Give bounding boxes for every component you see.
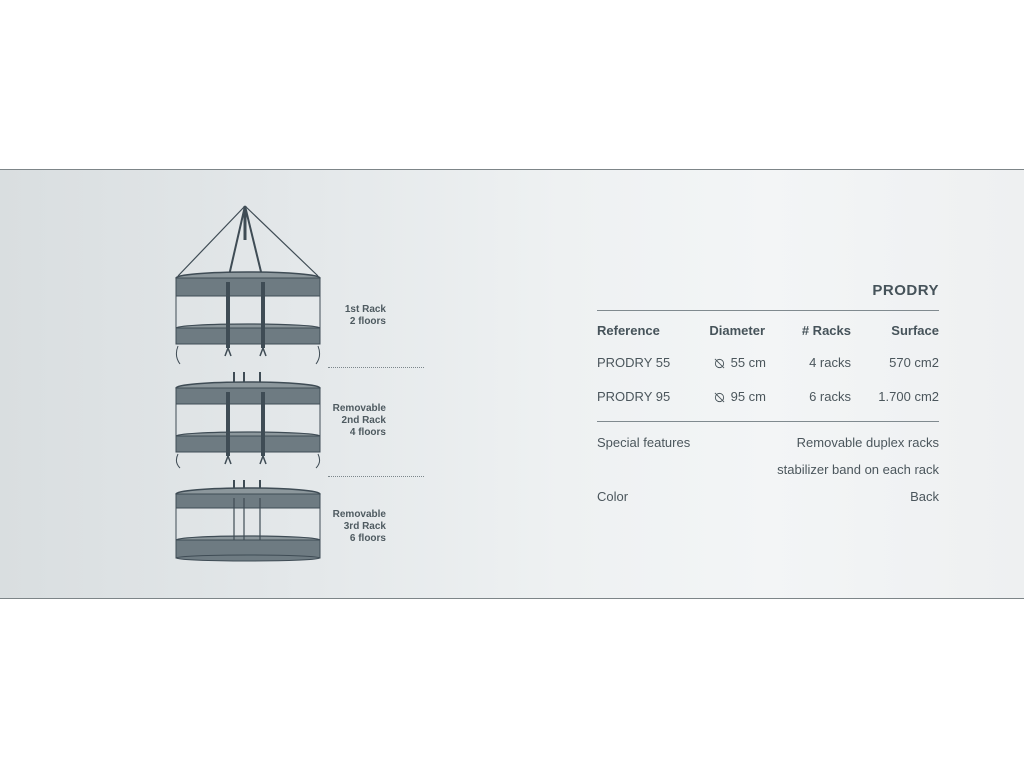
rack-3-label-line-3: 6 floors	[349, 533, 386, 544]
brand-title: PRODRY	[872, 282, 939, 299]
color-value: Back	[910, 489, 939, 504]
diameter-icon	[714, 392, 725, 403]
cell-reference: PRODRY 55	[597, 355, 671, 370]
cell-surface: 1.700 cm2	[878, 389, 939, 404]
cell-surface: 570 cm2	[889, 355, 939, 370]
features-label: Special features	[597, 435, 691, 450]
rack-1-label-line-2: 2 floors	[349, 316, 386, 327]
features-row-2	[597, 461, 939, 479]
rack-3-label-line-1: Removable	[332, 509, 386, 520]
diameter-icon	[714, 358, 725, 369]
features-value-2: stabilizer band on each rack	[777, 462, 939, 477]
cell-diameter	[697, 388, 777, 406]
table-row	[597, 354, 939, 372]
header-surface: Surface	[891, 323, 939, 338]
header-racks: # Racks	[801, 323, 851, 338]
cell-racks: 6 racks	[809, 389, 851, 404]
diameter-value: 55 cm	[730, 355, 766, 370]
rack-3-label	[266, 509, 386, 545]
color-row	[597, 488, 939, 506]
rack-2-label-line-3: 4 floors	[349, 427, 386, 438]
spec-panel	[597, 280, 939, 506]
color-label: Color	[597, 489, 629, 504]
divider-middle	[597, 421, 939, 422]
table-row	[597, 388, 939, 406]
cell-diameter	[697, 354, 777, 372]
cell-reference: PRODRY 95	[597, 389, 671, 404]
header-diameter: Diameter	[709, 323, 765, 338]
rack-divider-2	[328, 476, 424, 477]
features-value-1: Removable duplex racks	[796, 435, 939, 450]
rack-2-label-line-2: 2nd Rack	[341, 415, 386, 426]
rack-1-label	[266, 304, 386, 328]
rack-divider-1	[328, 367, 424, 368]
rack-2-label-line-1: Removable	[332, 403, 386, 414]
diameter-value: 95 cm	[730, 389, 766, 404]
rack-3-label-line-2: 3rd Rack	[343, 521, 386, 532]
cell-racks: 4 racks	[809, 355, 851, 370]
features-row	[597, 434, 939, 452]
spec-table-header	[597, 322, 939, 340]
divider-top	[597, 310, 939, 311]
header-reference: Reference	[597, 323, 660, 338]
rack-1-label-line-1: 1st Rack	[344, 304, 386, 315]
rack-2-label	[266, 403, 386, 439]
